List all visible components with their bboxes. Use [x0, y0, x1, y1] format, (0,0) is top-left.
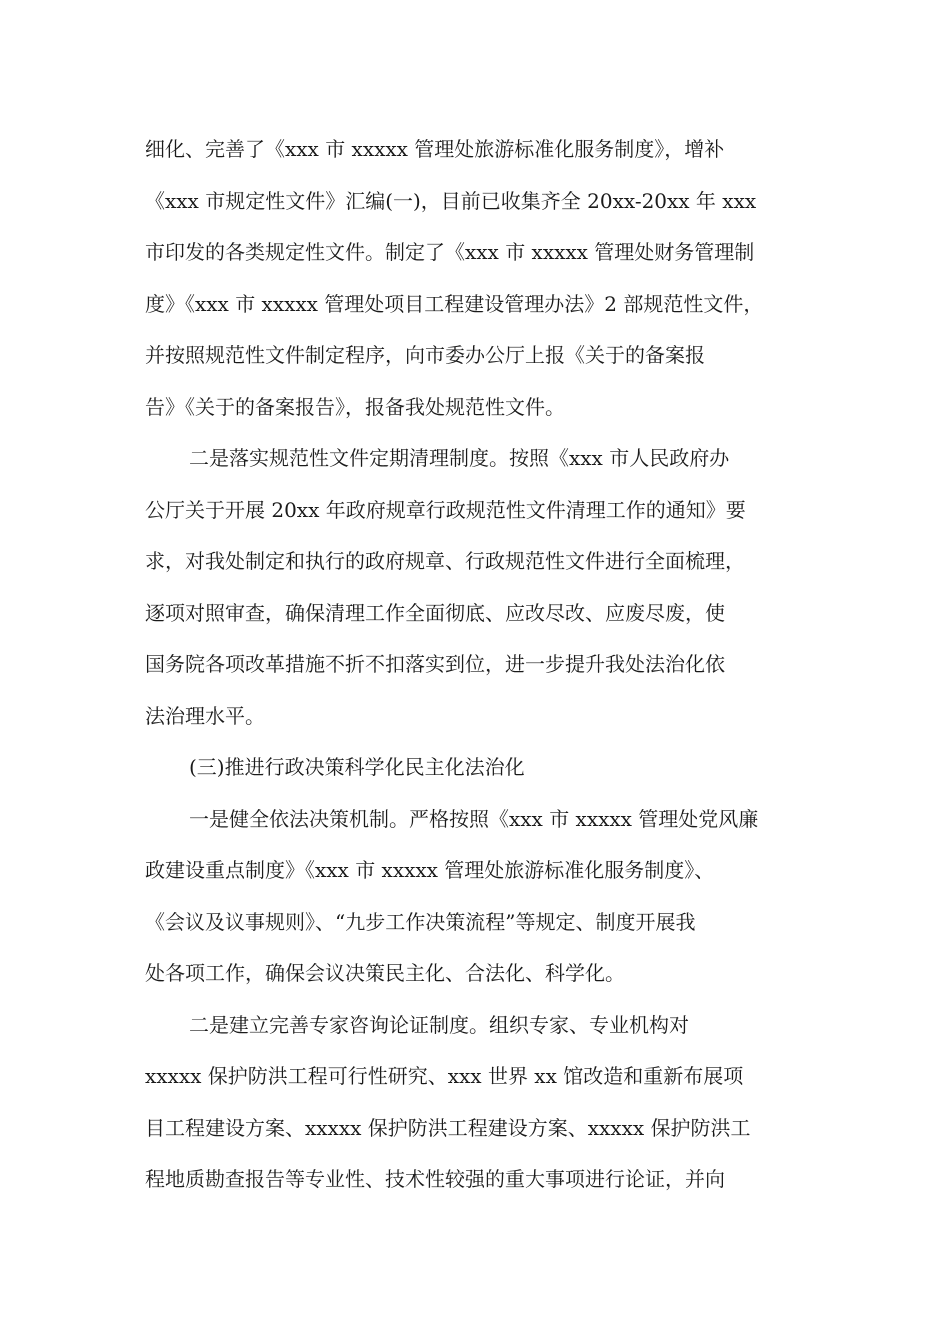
text-line: 政建设重点制度》《xxx 市 xxxxx 管理处旅游标准化服务制度》、 — [145, 858, 715, 882]
text-line: 并按照规范性文件制定程序，向市委办公厅上报《关于的备案报 — [145, 343, 705, 367]
text-line: 度》《xxx 市 xxxxx 管理处项目工程建设管理办法》2 部规范性文件， — [145, 291, 764, 316]
text-line: 处各项工作，确保会议决策民主化、合法化、科学化。 — [145, 961, 625, 985]
text-line: 细化、完善了《xxx 市 xxxxx 管理处旅游标准化服务制度》，增补 — [145, 137, 725, 161]
text-line: 二是建立完善专家咨询论证制度。组织专家、专业机构对 — [189, 1012, 689, 1037]
text-line: 法治理水平。 — [145, 703, 265, 728]
text-line: xxxxx 保护防洪工程可行性研究、xxx 世界 xx 馆改造和重新布展项 — [145, 1064, 744, 1088]
text-line: 告》《关于的备案报告》，报备我处规范性文件。 — [145, 394, 565, 419]
paragraph — [145, 124, 820, 433]
text-line: (三)推进行政决策科学化民主化法治化 — [189, 755, 525, 779]
text-line: 公厅关于开展 20xx 年政府规章行政规范性文件清理工作的通知》要 — [145, 497, 746, 522]
text-line: 市印发的各类规定性文件。制定了《xxx 市 xxxxx 管理处财务管理制 — [145, 240, 755, 264]
text-line: 《xxx 市规定性文件》汇编(一)，目前已收集齐全 20xx-20xx 年 xxx — [145, 188, 757, 213]
text-line: 程地质勘查报告等专业性、技术性较强的重大事项进行论证，并向 — [145, 1167, 725, 1191]
text-line: 求，对我处制定和执行的政府规章、行政规范性文件进行全面梳理， — [145, 549, 745, 573]
text-line: 二是落实规范性文件定期清理制度。按照《xxx 市人民政府办 — [189, 446, 730, 470]
text-line: 目工程建设方案、xxxxx 保护防洪工程建设方案、xxxxx 保护防洪工 — [145, 1115, 751, 1140]
text-line: 逐项对照审查，确保清理工作全面彻底、应改尽改、应废尽废，使 — [145, 600, 725, 625]
paragraph — [145, 1000, 820, 1206]
paragraph — [145, 794, 820, 1000]
paragraph — [145, 742, 820, 794]
paragraph — [145, 433, 820, 742]
text-line: 国务院各项改革措施不折不扣落实到位，进一步提升我处法治化依 — [145, 652, 725, 676]
text-line: 一是健全依法决策机制。严格按照《xxx 市 xxxxx 管理处党风廉 — [189, 806, 759, 831]
text-line: 《会议及议事规则》、“九步工作决策流程”等规定、制度开展我 — [145, 909, 696, 934]
